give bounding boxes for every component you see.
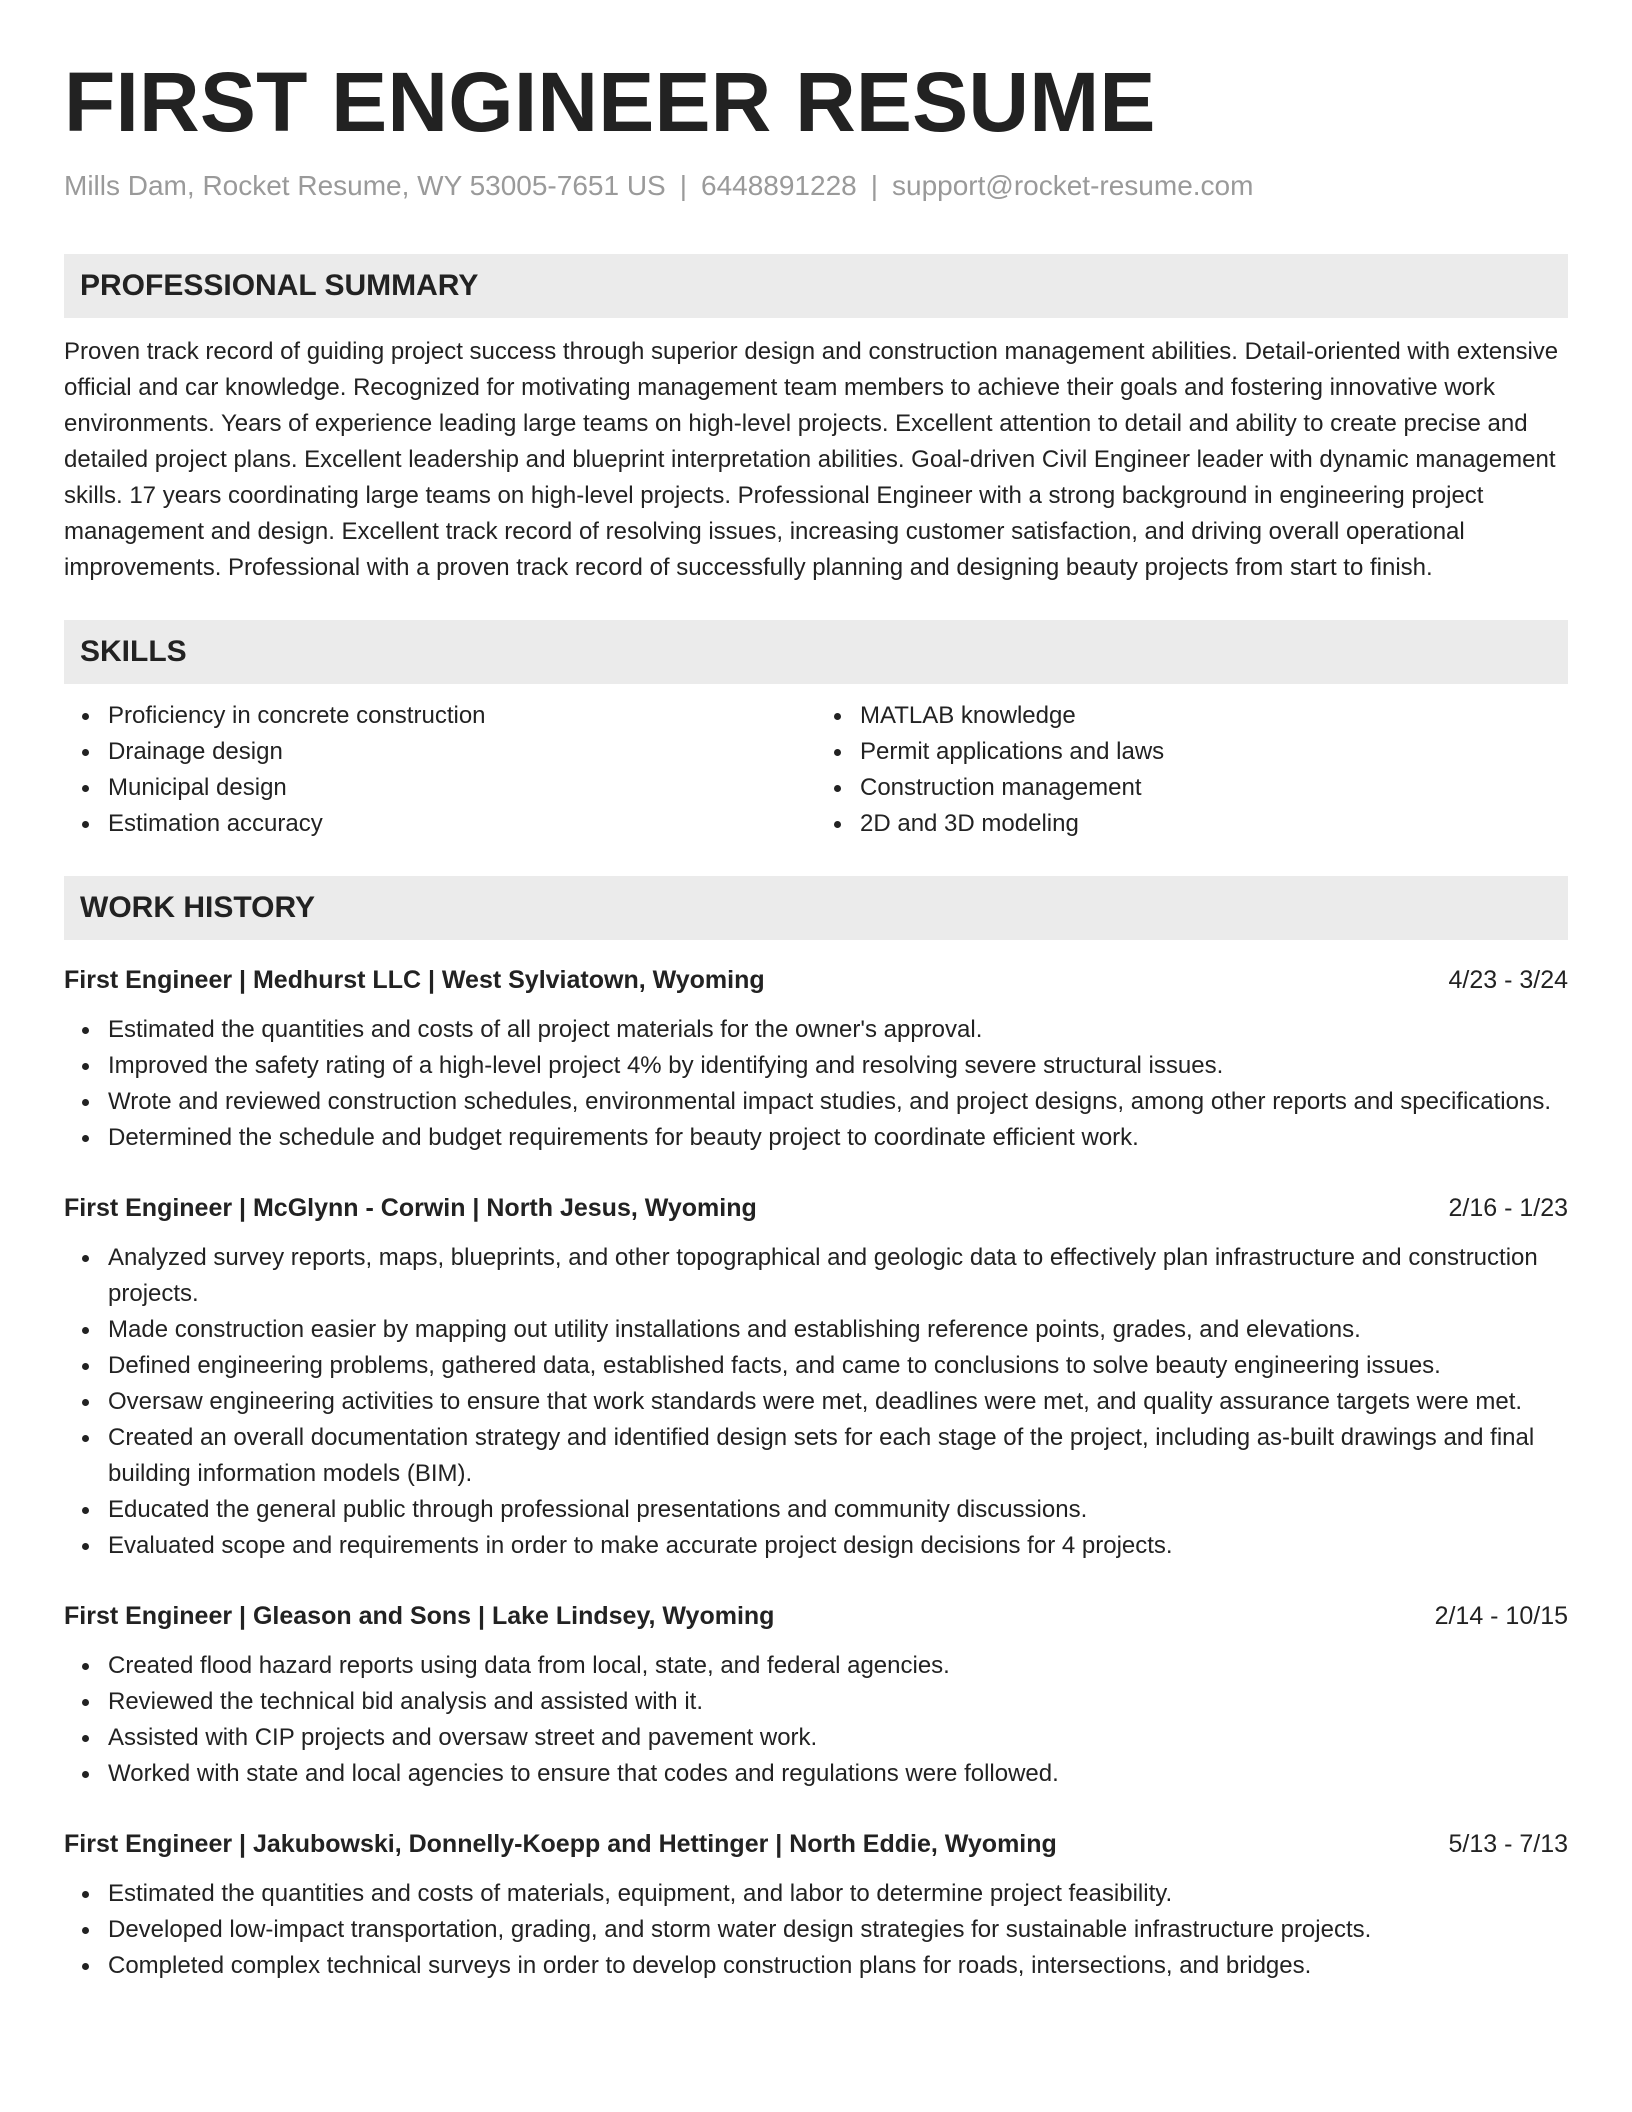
job-header bbox=[64, 1598, 1568, 1634]
work-history-heading: WORK HISTORY bbox=[64, 876, 1568, 940]
skill-item: 2D and 3D modeling bbox=[860, 806, 1568, 842]
skills-column-left bbox=[64, 698, 816, 842]
job-entry bbox=[64, 1826, 1568, 1984]
job-bullet: Estimated the quantities and costs of all project materials for the owner's approval. bbox=[108, 1012, 1568, 1048]
skill-item: Municipal design bbox=[108, 770, 816, 806]
job-bullet: Assisted with CIP projects and oversaw street and pavement work. bbox=[108, 1720, 1568, 1756]
job-title: First Engineer | Medhurst LLC | West Sylviatown, Wyoming bbox=[64, 966, 765, 994]
job-bullet: Analyzed survey reports, maps, blueprints, and other topographical and geologic data to effectively plan infrastructure and construction projects. bbox=[108, 1240, 1568, 1312]
job-header bbox=[64, 962, 1568, 998]
job-bullet: Determined the schedule and budget requirements for beauty project to coordinate efficient work. bbox=[108, 1120, 1568, 1156]
contact-separator: | bbox=[679, 170, 687, 201]
job-title: First Engineer | Jakubowski, Donnelly-Koepp and Hettinger | North Eddie, Wyoming bbox=[64, 1830, 1057, 1858]
job-entry bbox=[64, 1598, 1568, 1792]
job-bullets bbox=[64, 1876, 1568, 1984]
job-bullet: Improved the safety rating of a high-level project 4% by identifying and resolving severe structural issues. bbox=[108, 1048, 1568, 1084]
job-entry bbox=[64, 1190, 1568, 1564]
job-bullet: Completed complex technical surveys in order to develop construction plans for roads, intersections, and bridges. bbox=[108, 1948, 1568, 1984]
job-bullet: Estimated the quantities and costs of materials, equipment, and labor to determine project feasibility. bbox=[108, 1876, 1568, 1912]
job-dates: 2/16 - 1/23 bbox=[1448, 1194, 1568, 1222]
job-bullet: Defined engineering problems, gathered data, established facts, and came to conclusions to solve beauty engineering issues. bbox=[108, 1348, 1568, 1384]
skills-grid bbox=[64, 698, 1568, 842]
contact-email: support@rocket-resume.com bbox=[892, 170, 1254, 201]
job-bullet: Evaluated scope and requirements in order to make accurate project design decisions for 4 projects. bbox=[108, 1528, 1568, 1564]
skill-item: Proficiency in concrete construction bbox=[108, 698, 816, 734]
job-bullet: Created an overall documentation strategy and identified design sets for each stage of the project, including as-built drawings and final building information models (BIM). bbox=[108, 1420, 1568, 1492]
contact-address: Mills Dam, Rocket Resume, WY 53005-7651 US bbox=[64, 170, 666, 201]
job-bullet: Wrote and reviewed construction schedules, environmental impact studies, and project designs, among other reports and specifications. bbox=[108, 1084, 1568, 1120]
contact-line bbox=[64, 168, 1568, 204]
job-header bbox=[64, 1190, 1568, 1226]
job-entry bbox=[64, 962, 1568, 1156]
job-bullet: Oversaw engineering activities to ensure that work standards were met, deadlines were met, and quality assurance targets were met. bbox=[108, 1384, 1568, 1420]
contact-separator: | bbox=[870, 170, 879, 201]
job-title: First Engineer | McGlynn - Corwin | North Jesus, Wyoming bbox=[64, 1194, 757, 1222]
job-bullet: Developed low-impact transportation, grading, and storm water design strategies for sustainable infrastructure projects. bbox=[108, 1912, 1568, 1948]
job-header bbox=[64, 1826, 1568, 1862]
job-title: First Engineer | Gleason and Sons | Lake Lindsey, Wyoming bbox=[64, 1602, 775, 1630]
skill-item: Construction management bbox=[860, 770, 1568, 806]
job-dates: 5/13 - 7/13 bbox=[1448, 1830, 1568, 1858]
resume-title: FIRST ENGINEER RESUME bbox=[64, 55, 1156, 149]
job-bullet: Educated the general public through professional presentations and community discussions. bbox=[108, 1492, 1568, 1528]
skills-heading: SKILLS bbox=[64, 620, 1568, 684]
job-bullets bbox=[64, 1012, 1568, 1156]
skill-item: Permit applications and laws bbox=[860, 734, 1568, 770]
job-bullets bbox=[64, 1240, 1568, 1564]
job-dates: 2/14 - 10/15 bbox=[1434, 1602, 1568, 1630]
skill-item: MATLAB knowledge bbox=[860, 698, 1568, 734]
job-bullets bbox=[64, 1648, 1568, 1792]
job-bullet: Made construction easier by mapping out utility installations and establishing reference points, grades, and elevations. bbox=[108, 1312, 1568, 1348]
professional-summary-text: Proven track record of guiding project success through superior design and construction management abilities. Detail-oriented with extensive official and car knowledge. Recognized for motivating management team members to achieve their goals and fostering innovative work environments. Years of experience leading large teams on high-level projects. Excellent attention to detail and ability to create precise and detailed project plans. Excellent leadership and blueprint interpretation abilities. Goal-driven Civil Engineer leader with dynamic management skills. 17 years coordinating large teams on high-level projects. Professional Engineer with a strong background in engineering project management and design. Excellent track record of resolving issues, increasing customer satisfaction, and driving overall operational improvements. Professional with a proven track record of successfully planning and designing beauty projects from start to finish. bbox=[64, 338, 1559, 581]
professional-summary-heading: PROFESSIONAL SUMMARY bbox=[64, 254, 1568, 318]
job-bullet: Worked with state and local agencies to ensure that codes and regulations were followed. bbox=[108, 1756, 1568, 1792]
job-dates: 4/23 - 3/24 bbox=[1448, 966, 1568, 994]
contact-phone: 6448891228 bbox=[701, 170, 857, 201]
skills-column-right bbox=[816, 698, 1568, 842]
job-bullet: Reviewed the technical bid analysis and assisted with it. bbox=[108, 1684, 1568, 1720]
skill-item: Drainage design bbox=[108, 734, 816, 770]
skill-item: Estimation accuracy bbox=[108, 806, 816, 842]
job-bullet: Created flood hazard reports using data from local, state, and federal agencies. bbox=[108, 1648, 1568, 1684]
